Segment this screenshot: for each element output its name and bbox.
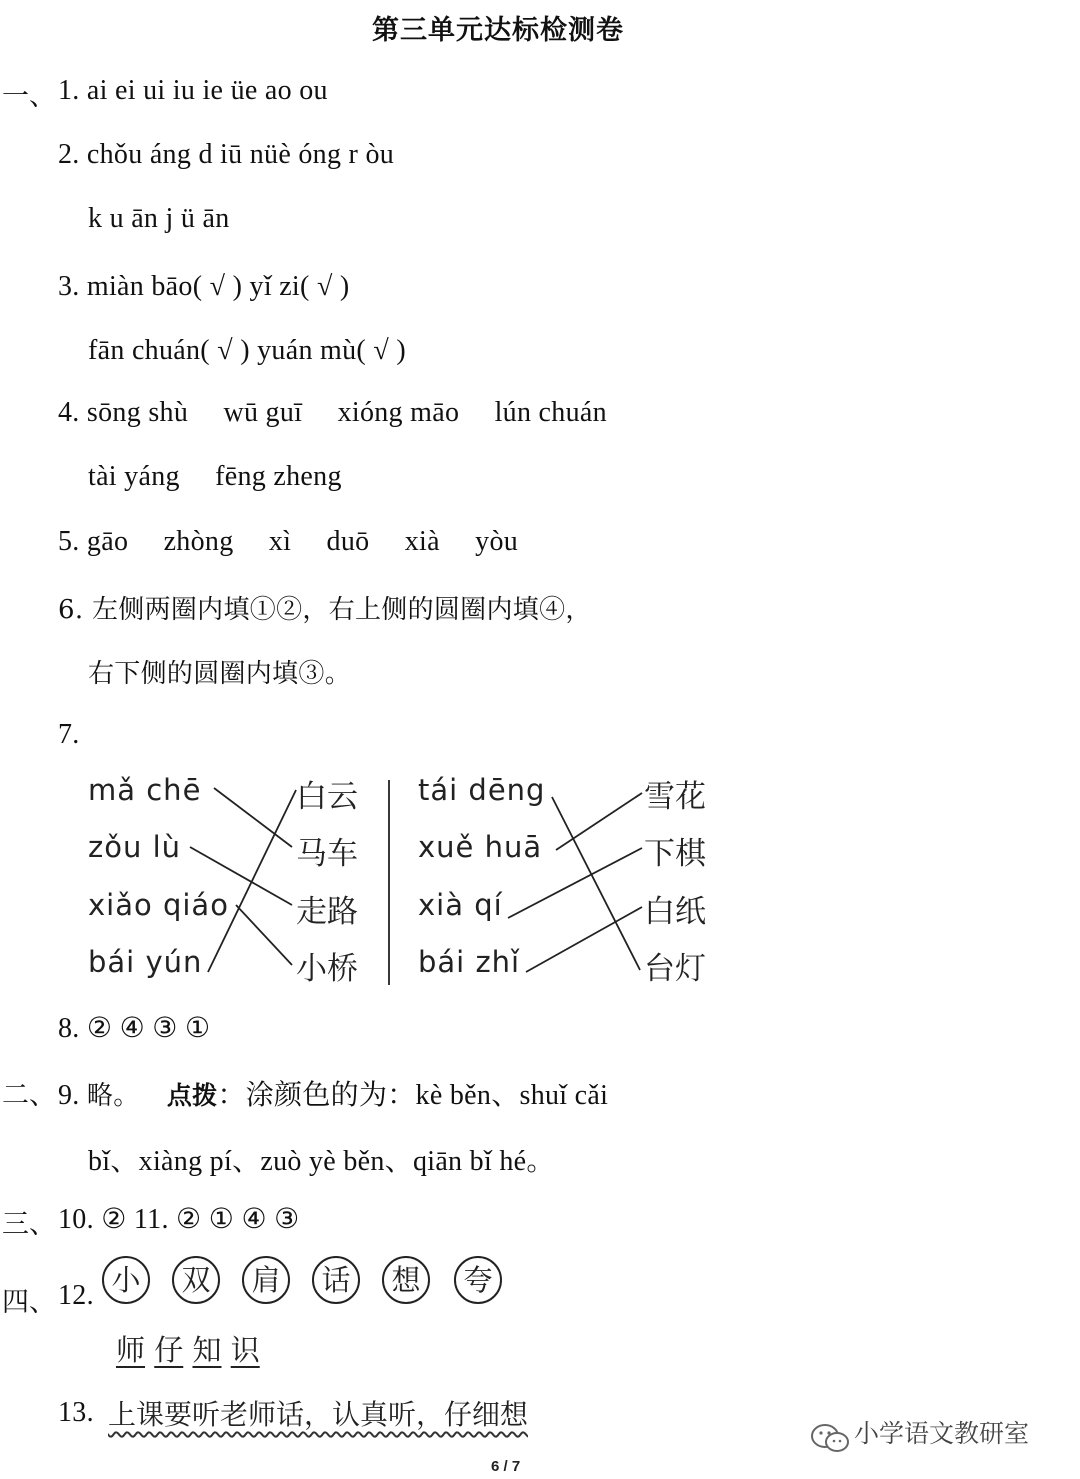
watermark <box>810 1414 1029 1455</box>
q7-left-pinyin: bái yún <box>88 945 203 979</box>
answer-q3-line2: fān chuán( √ ) yuán mù( √ ) <box>88 335 406 366</box>
answer-q2-line1: 2. chǒu áng d iū nüè óng r òu <box>58 139 395 170</box>
q7-left-pinyin: xiǎo qiáo <box>88 888 229 922</box>
page-title: 第三单元达标检测卷 <box>372 15 624 46</box>
q4-word: sōng shù <box>86 397 189 428</box>
q12-circled-char: 想 <box>382 1256 430 1304</box>
q7-match-line <box>556 793 642 850</box>
q12-circled-char: 夸 <box>454 1256 502 1304</box>
q7-right-word: 台灯 <box>644 951 706 987</box>
q7-number: 7. <box>58 719 80 750</box>
q7-left-word: 走路 <box>296 894 358 930</box>
section-two-label: 二、 <box>2 1080 56 1111</box>
answer-q1: 1. ai ei ui iu ie üe ao ou <box>58 75 328 106</box>
q12-underlined-char: 识 <box>230 1333 260 1367</box>
q5-word: xià <box>404 526 440 557</box>
q12-circled-char: 小 <box>102 1256 150 1304</box>
watermark-text: 小学语文教研室 <box>854 1419 1030 1448</box>
q12-underlined-char: 仔 <box>154 1333 184 1367</box>
q5-word: xì <box>268 526 292 557</box>
q7-right-pinyin: xuě huā <box>418 830 543 864</box>
q4-word: wū guī <box>223 397 303 428</box>
answer-q9-line1 <box>58 1073 608 1113</box>
wechat-icon <box>810 1421 850 1455</box>
q4-word: lún chuán <box>494 397 607 428</box>
q4-word: tài yáng <box>88 461 180 492</box>
q5-word: duō <box>326 526 370 557</box>
q7-match-line <box>508 848 642 918</box>
q7-match-line <box>236 905 292 965</box>
section-one-label: 一、 <box>2 81 56 112</box>
q4-number: 4. <box>58 397 80 428</box>
q4-word: fēng zheng <box>215 461 342 492</box>
section-four-label: 四、 <box>2 1287 56 1318</box>
q7-left-word: 小桥 <box>296 951 358 987</box>
q13-number: 13. <box>58 1397 94 1428</box>
q7-match-line <box>190 847 292 905</box>
q12-circled-char: 双 <box>172 1256 220 1304</box>
q12-number: 12. <box>58 1280 94 1311</box>
answer-q9-line2: bǐ、xiàng pí、zuò yè běn、qiān bǐ hé。 <box>88 1146 555 1177</box>
q7-left-word: 马车 <box>296 836 358 872</box>
q7-right-pinyin: xià qí <box>418 888 503 922</box>
answer-q2-line2: k u ān j ü ān <box>88 203 230 234</box>
q9-hint-label: 点拨 <box>166 1081 218 1110</box>
page-number: 6 / 7 <box>491 1458 521 1475</box>
q7-match-line <box>214 788 292 847</box>
answer-q10-q11: 10. ② 11. ② ① ④ ③ <box>58 1204 300 1235</box>
q7-left-pinyin: zǒu lù <box>88 830 181 864</box>
q12-circled-char: 话 <box>312 1256 360 1304</box>
answer-q6-line1: 6. 左侧两圈内填①②，右上侧的圆圈内填④， <box>58 595 592 625</box>
section-three-label: 三、 <box>2 1209 56 1240</box>
q7-left-pinyin: mǎ chē <box>88 773 202 807</box>
q7-right-pinyin: tái dēng <box>418 773 546 807</box>
q7-right-word: 白纸 <box>644 894 706 930</box>
q12-underlined-char: 知 <box>192 1333 222 1367</box>
q7-right-word: 下棋 <box>644 836 706 872</box>
q7-right-pinyin: bái zhǐ <box>418 945 521 979</box>
q9-number: 9. <box>58 1080 80 1111</box>
answer-q8: 8. ② ④ ③ ① <box>58 1013 211 1044</box>
q13-answer: 上课要听老师话，认真听，仔细想 <box>108 1398 529 1431</box>
q9-hint-text: ：涂颜色的为：kè běn、shuǐ cǎi <box>217 1080 609 1111</box>
answer-q6-line2: 右下侧的圆圈内填③。 <box>88 659 352 689</box>
q5-word: yòu <box>475 526 519 557</box>
q4-word: xióng māo <box>337 397 460 428</box>
q5-word: zhòng <box>163 526 234 557</box>
q5-word: gāo <box>86 526 129 557</box>
q12-circled-char: 肩 <box>242 1256 290 1304</box>
q7-left-word: 白云 <box>296 779 358 815</box>
q12-underlined-char: 师 <box>116 1333 146 1367</box>
q5-number: 5. <box>58 526 80 557</box>
q12-underlined-row <box>116 1328 260 1369</box>
q9-answer: 略。 <box>86 1081 140 1111</box>
answer-q3-line1: 3. miàn bāo( √ ) yǐ zi( √ ) <box>58 271 350 302</box>
q7-right-word: 雪花 <box>644 779 706 815</box>
